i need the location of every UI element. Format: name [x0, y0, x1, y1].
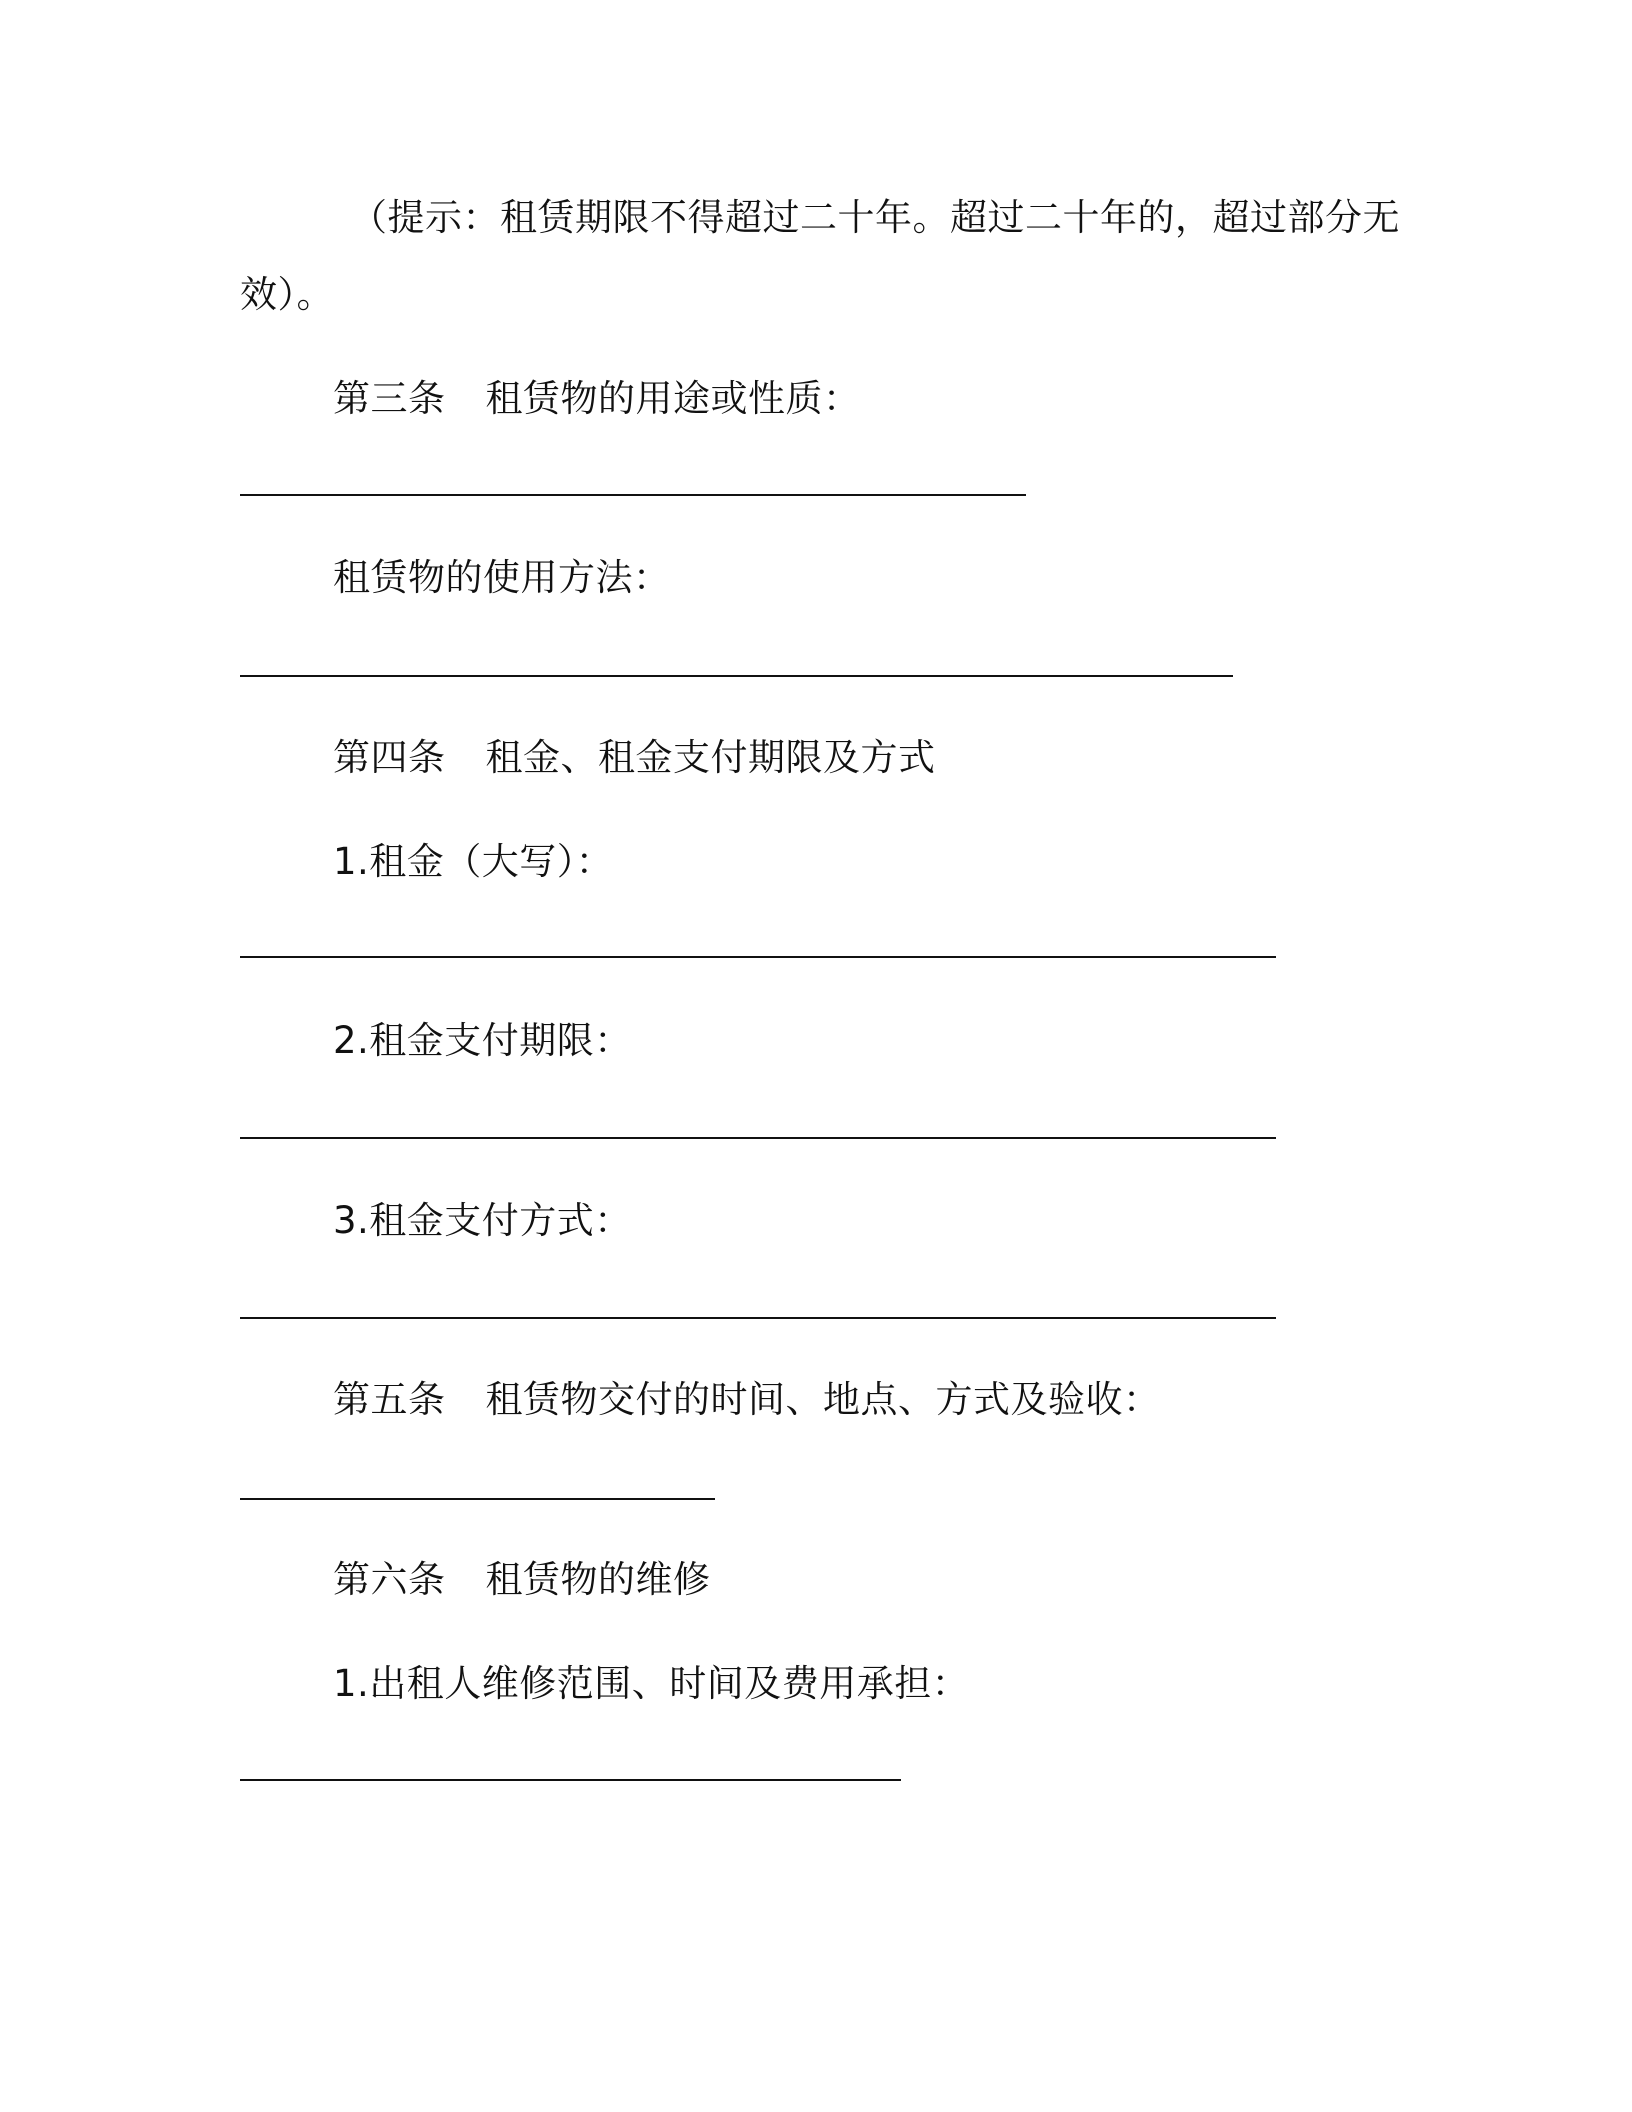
lessor-repair-blank-line[interactable]	[240, 1779, 901, 1781]
hint-line-1: （提示：租赁期限不得超过二十年。超过二十年的，超过部分无	[350, 196, 1400, 239]
article-4-title: 租金、租金支付期限及方式	[485, 736, 936, 779]
rent-amount-label: 1.租金（大写）：	[333, 840, 614, 883]
article-4-heading	[333, 736, 936, 780]
rent-method-label: 3.租金支付方式：	[333, 1199, 632, 1242]
article-5-heading	[333, 1378, 1161, 1422]
rent-amount-blank-line[interactable]	[240, 956, 1276, 958]
lessor-repair-label: 1.出租人维修范围、时间及费用承担：	[333, 1662, 970, 1705]
article-6-title: 租赁物的维修	[485, 1558, 711, 1601]
usage-method-label: 租赁物的使用方法：	[333, 556, 671, 599]
article-3-blank-line[interactable]	[240, 494, 1026, 496]
rent-term-label: 2.租金支付期限：	[333, 1019, 632, 1062]
article-3-heading	[333, 377, 861, 421]
article-3-title: 租赁物的用途或性质：	[485, 377, 861, 420]
article-6-heading	[333, 1558, 711, 1602]
article-6-label: 第六条	[333, 1558, 446, 1601]
rent-term-blank-line[interactable]	[240, 1137, 1276, 1139]
usage-method-blank-line[interactable]	[240, 675, 1233, 677]
article-5-title: 租赁物交付的时间、地点、方式及验收：	[485, 1378, 1161, 1421]
article-5-label: 第五条	[333, 1378, 446, 1421]
article-3-label: 第三条	[333, 377, 446, 420]
hint-line-2: 效）。	[240, 273, 334, 316]
article-4-label: 第四条	[333, 736, 446, 779]
article-5-blank-line[interactable]	[240, 1498, 715, 1500]
rent-method-blank-line[interactable]	[240, 1317, 1276, 1319]
